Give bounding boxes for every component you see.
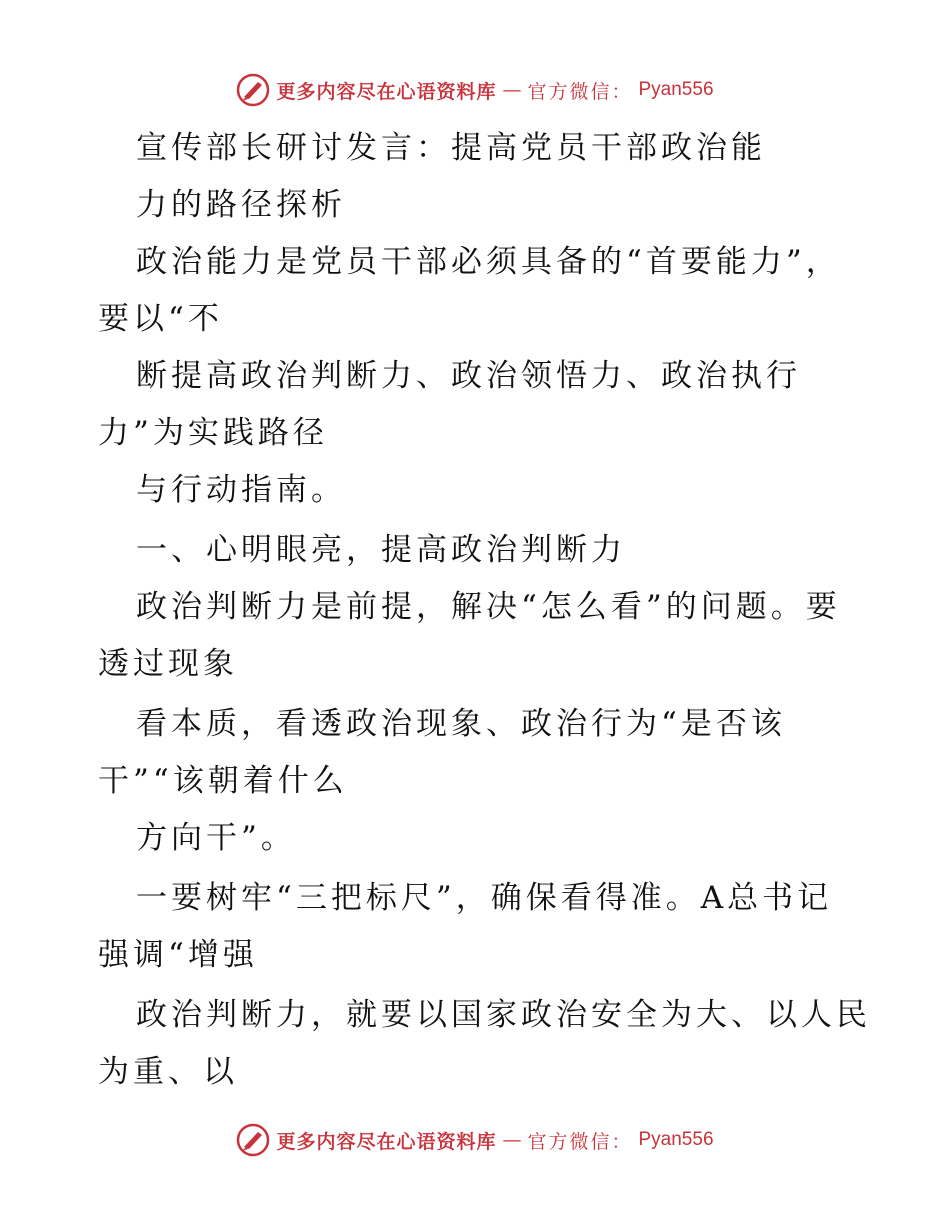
logo-icon	[236, 73, 270, 107]
wechat-label: 官方微信：	[527, 1130, 633, 1153]
text-line: 断提高政治判断力、政治领悟力、政治执行	[136, 358, 801, 394]
logo-icon	[236, 1123, 270, 1157]
text-line: 一要树牢“三把标尺”，确保看得准。A总书记	[136, 880, 833, 916]
header-watermark	[0, 70, 950, 110]
text-line: 透过现象	[98, 646, 238, 682]
text-line: 与行动指南。	[136, 472, 346, 508]
footer-watermark	[0, 1120, 950, 1160]
header-dash: —	[502, 79, 522, 101]
text-line: 看本质，看透政治现象、政治行为“是否该	[136, 706, 786, 742]
text-line: 力”为实践路径	[98, 415, 328, 451]
text-line: 方向干”。	[136, 820, 296, 856]
text-line: 政治判断力，就要以国家政治安全为大、以人民	[136, 997, 871, 1033]
text-line: 干”“该朝着什么	[98, 763, 348, 799]
text-line: 政治判断力是前提，解决“怎么看”的问题。要	[136, 589, 841, 625]
section-heading: 一、心明眼亮，提高政治判断力	[136, 532, 626, 568]
wechat-label: 官方微信：	[527, 80, 633, 103]
text-line: 强调“增强	[98, 937, 258, 973]
text-line: 为重、以	[98, 1054, 238, 1090]
header-dash: —	[502, 1129, 522, 1151]
text-line: 要以“不	[98, 301, 223, 337]
title-line-2: 力的路径探析	[136, 187, 346, 223]
title-line-1: 宣传部长研讨发言：提高党员干部政治能	[136, 130, 766, 166]
wechat-id: Pyan556	[638, 79, 714, 100]
site-name: 更多内容尽在心语资料库	[276, 80, 497, 103]
site-name: 更多内容尽在心语资料库	[276, 1130, 497, 1153]
text-line: 政治能力是党员干部必须具备的“首要能力”，	[136, 244, 841, 280]
wechat-id: Pyan556	[638, 1129, 714, 1150]
